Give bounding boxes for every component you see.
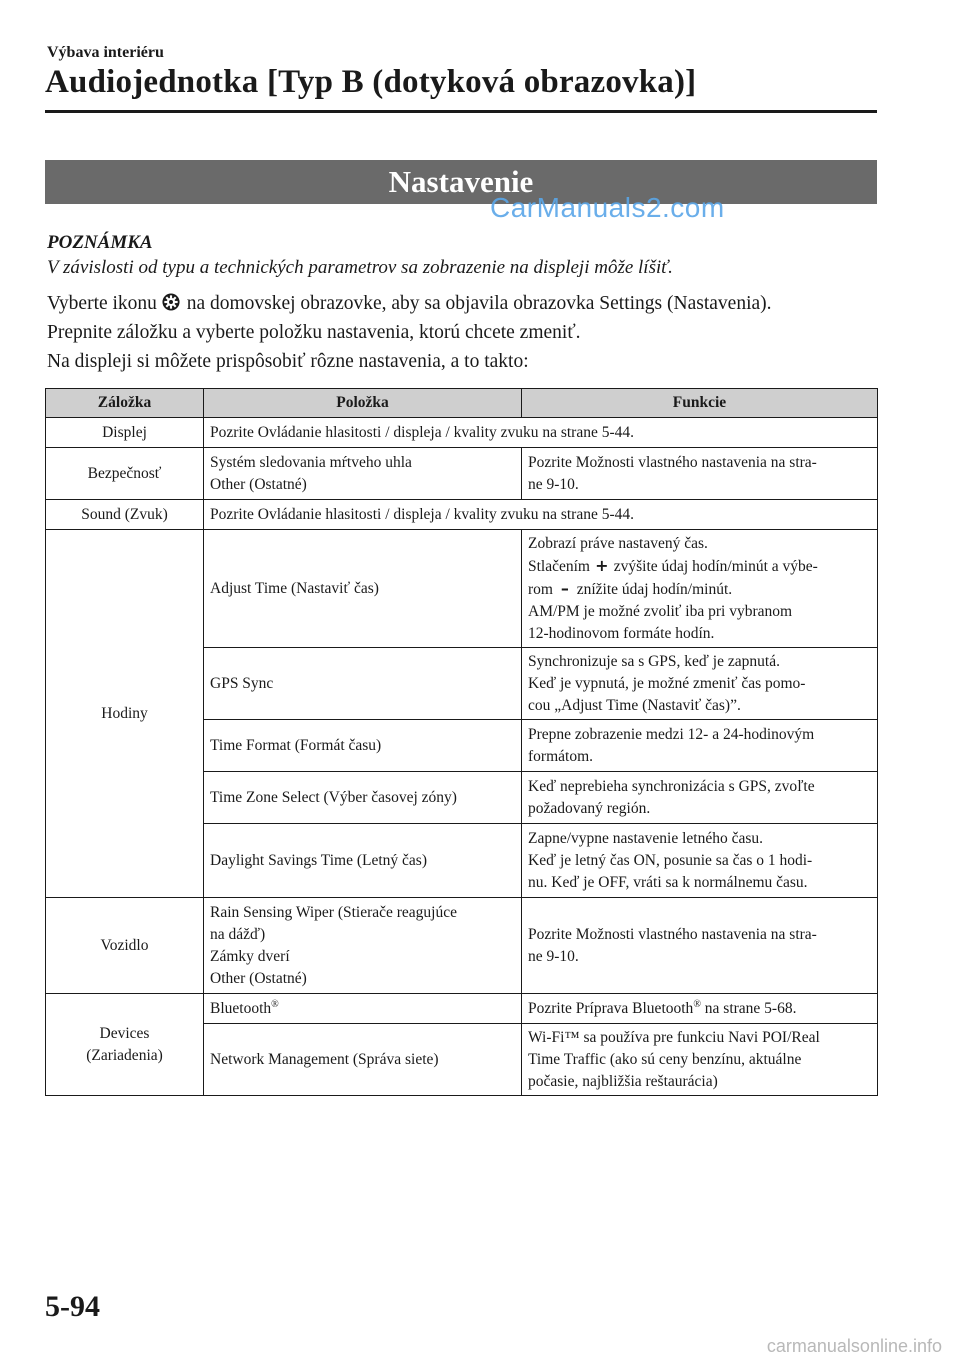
func-cell-gps-sync bbox=[522, 648, 878, 720]
header-polozka: Položka bbox=[204, 389, 522, 418]
item-cell-gps-sync: GPS Sync bbox=[204, 648, 522, 720]
table-row bbox=[46, 530, 878, 648]
func-text: znížite údaj hodín/minút. bbox=[576, 580, 733, 598]
table-row bbox=[46, 898, 878, 994]
header-zalozka: Záložka bbox=[46, 389, 204, 418]
func-cell-time-zone bbox=[522, 772, 878, 824]
title-rule bbox=[45, 110, 877, 113]
tab-cell-vozidlo: Vozidlo bbox=[46, 898, 204, 994]
section-banner: Nastavenie bbox=[45, 160, 877, 204]
func-cell-adjust-time bbox=[522, 530, 878, 648]
minus-icon: – bbox=[560, 578, 569, 598]
note-text: V závislosti od typu a technických parametrov sa zobrazenie na displeji môže líšiť. bbox=[47, 257, 673, 278]
func-line bbox=[528, 578, 871, 601]
item-text: Bluetooth bbox=[210, 999, 272, 1017]
func-line: Zapne/vypne nastavenie letného času. bbox=[528, 829, 763, 847]
item-cell-time-zone: Time Zone Select (Výber časovej zóny) bbox=[204, 772, 522, 824]
tab-line: Devices bbox=[99, 1024, 150, 1042]
table-row bbox=[46, 418, 878, 448]
table-row bbox=[46, 448, 878, 500]
intro-line-1-pre: Vyberte ikonu bbox=[47, 293, 157, 314]
item-line: Other (Ostatné) bbox=[210, 475, 307, 493]
func-line: nu. Keď je OFF, vráti sa k normálnemu času. bbox=[528, 873, 808, 891]
func-line: Prepne zobrazenie medzi 12- a 24-hodinovým bbox=[528, 725, 815, 743]
func-line: formátom. bbox=[528, 747, 593, 765]
settings-table bbox=[45, 388, 878, 1096]
intro-line-1-post: na domovskej obrazovke, aby sa objavila obrazovka Settings (Nastavenia). bbox=[186, 293, 772, 314]
page-number: 5-94 bbox=[45, 1290, 100, 1323]
func-cell-sound: Pozrite Ovládanie hlasitosti / displeja / kvality zvuku na strane 5-44. bbox=[204, 500, 878, 530]
func-line: ne 9-10. bbox=[528, 475, 579, 493]
item-cell-network: Network Management (Správa siete) bbox=[204, 1024, 522, 1096]
tab-line: (Zariadenia) bbox=[86, 1046, 163, 1064]
tab-cell-sound: Sound (Zvuk) bbox=[46, 500, 204, 530]
func-line: Pozrite Možnosti vlastného nastavenia na stra- bbox=[528, 925, 817, 943]
table-row bbox=[46, 500, 878, 530]
header-funkcie: Funkcie bbox=[522, 389, 878, 418]
func-line: cou „Adjust Time (Nastaviť čas)”. bbox=[528, 696, 741, 714]
func-cell-dst bbox=[522, 824, 878, 898]
func-line: Time Traffic (ako sú ceny benzínu, aktuálne bbox=[528, 1050, 802, 1068]
func-line: Zobrazí práve nastavený čas. bbox=[528, 534, 708, 552]
intro-line-3: Na displeji si môžete prispôsobiť rôzne nastavenia, a to takto: bbox=[47, 351, 529, 372]
func-text: na strane 5-68. bbox=[700, 999, 797, 1017]
item-cell-dst: Daylight Savings Time (Letný čas) bbox=[204, 824, 522, 898]
func-line: AM/PM je možné zvoliť iba pri vybranom bbox=[528, 602, 793, 620]
func-cell-bluetooth bbox=[522, 994, 878, 1024]
intro-line-2: Prepnite záložku a vyberte položku nastavenia, ktorú chcete zmeniť. bbox=[47, 322, 581, 343]
item-cell-vozidlo bbox=[204, 898, 522, 994]
tab-cell-hodiny: Hodiny bbox=[46, 530, 204, 898]
func-line: 12-hodinovom formáte hodín. bbox=[528, 624, 715, 642]
chapter-title: Audiojednotka [Typ B (dotyková obrazovka)] bbox=[45, 64, 697, 100]
item-cell-bluetooth bbox=[204, 994, 522, 1024]
func-line: Keď neprebieha synchronizácia s GPS, zvoľte bbox=[528, 777, 815, 795]
func-line: počasie, najbližšia reštaurácia) bbox=[528, 1072, 718, 1090]
item-line: Rain Sensing Wiper (Stierače reagujúce bbox=[210, 903, 458, 921]
note-title: POZNÁMKA bbox=[47, 232, 153, 253]
func-line: Synchronizuje sa s GPS, keď je zapnutá. bbox=[528, 652, 780, 670]
plus-icon: + bbox=[595, 555, 609, 575]
func-line: Keď je vypnutá, je možné zmeniť čas pomo- bbox=[528, 674, 806, 692]
item-cell-adjust-time: Adjust Time (Nastaviť čas) bbox=[204, 530, 522, 648]
watermark: CarManuals2.com bbox=[490, 192, 725, 223]
tab-cell-devices bbox=[46, 994, 204, 1096]
func-line: Keď je letný čas ON, posunie sa čas o 1 hodi- bbox=[528, 851, 813, 869]
func-line: Wi-Fi™ sa používa pre funkciu Navi POI/Real bbox=[528, 1028, 820, 1046]
section-label: Výbava interiéru bbox=[47, 44, 164, 61]
func-text: Pozrite Príprava Bluetooth bbox=[528, 999, 694, 1017]
footer-watermark: carmanualsonline.info bbox=[766, 1336, 942, 1356]
func-cell-vozidlo bbox=[522, 898, 878, 994]
item-line: na dážď) bbox=[210, 925, 266, 943]
item-line: Zámky dverí bbox=[210, 947, 290, 965]
func-text: zvýšite údaj hodín/minút a výbe- bbox=[613, 557, 818, 575]
func-cell-bezpecnost bbox=[522, 448, 878, 500]
table-header-row bbox=[46, 389, 878, 418]
func-cell-network bbox=[522, 1024, 878, 1096]
func-line: ne 9-10. bbox=[528, 947, 579, 965]
tab-cell-displej: Displej bbox=[46, 418, 204, 448]
func-cell-time-format bbox=[522, 720, 878, 772]
registered-mark: ® bbox=[271, 998, 279, 1010]
item-line: Other (Ostatné) bbox=[210, 969, 307, 987]
item-cell-bezpecnost bbox=[204, 448, 522, 500]
func-cell-displej: Pozrite Ovládanie hlasitosti / displeja / kvality zvuku na strane 5-44. bbox=[204, 418, 878, 448]
registered-mark: ® bbox=[693, 998, 701, 1010]
func-line bbox=[528, 555, 871, 578]
item-cell-time-format: Time Format (Formát času) bbox=[204, 720, 522, 772]
func-line: Pozrite Možnosti vlastného nastavenia na stra- bbox=[528, 453, 817, 471]
item-line: Systém sledovania mŕtveho uhla bbox=[210, 453, 412, 471]
func-text: rom bbox=[528, 580, 553, 598]
tab-cell-bezpecnost: Bezpečnosť bbox=[46, 448, 204, 500]
func-line: požadovaný región. bbox=[528, 799, 651, 817]
func-text: Stlačením bbox=[528, 557, 590, 575]
gear-icon bbox=[162, 293, 180, 311]
table-row bbox=[46, 994, 878, 1024]
intro-line-1 bbox=[47, 293, 772, 315]
